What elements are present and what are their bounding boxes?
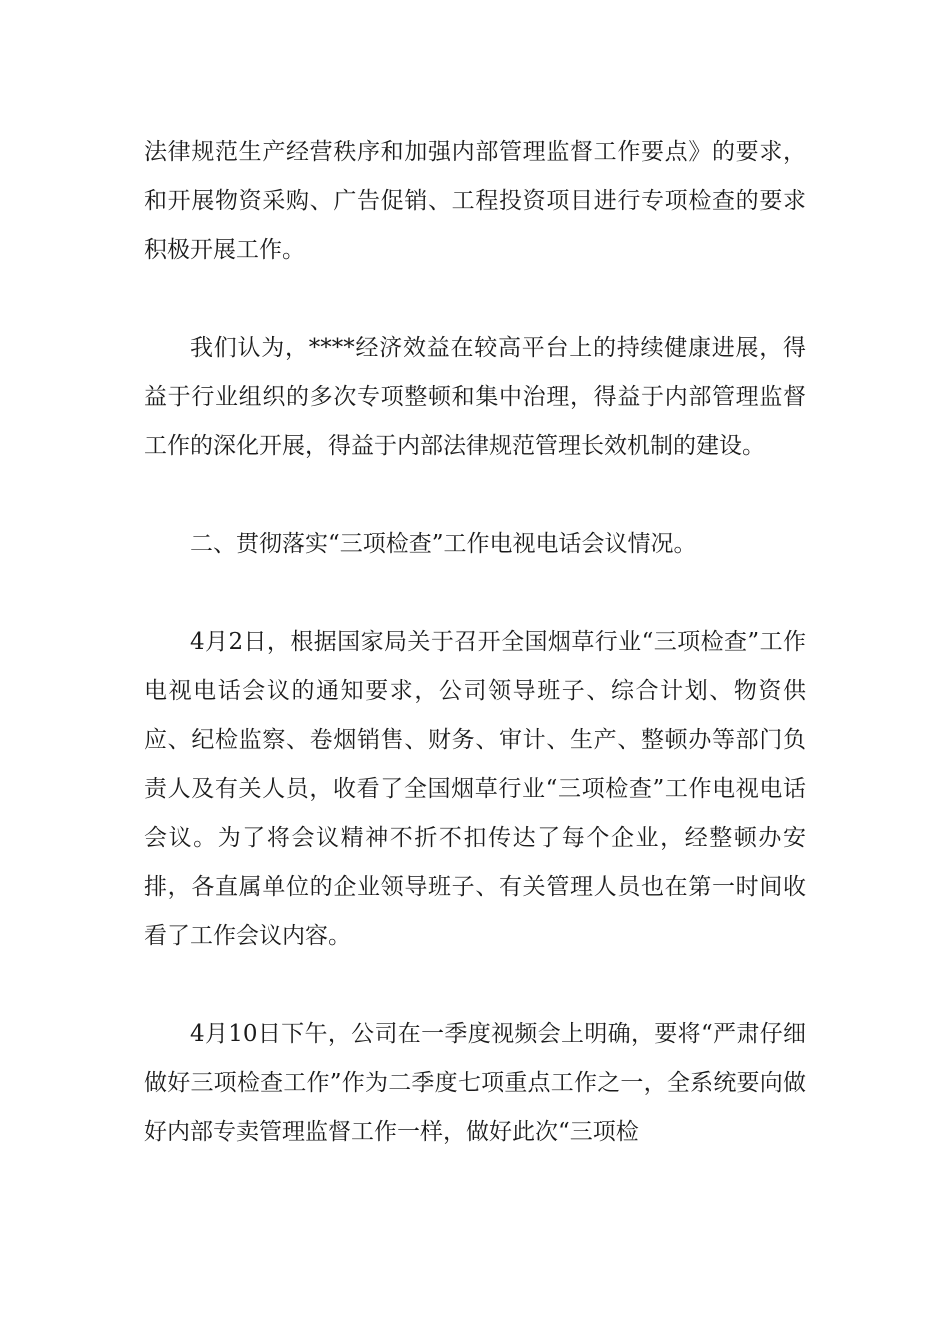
paragraph-spacer — [144, 569, 806, 618]
paragraph-continuation: 法律规范生产经营秩序和加强内部管理监督工作要点》的要求，和开展物资采购、广告促销、工程投资项目进行专项检查的要求积极开展工作。 — [144, 139, 806, 263]
paragraph-spacer — [144, 961, 806, 1010]
section-heading: 二、贯彻落实“三项检查”工作电视电话会议情况。 — [190, 531, 697, 557]
paragraph-april-2: 4月2日，根据国家局关于召开全国烟草行业“三项检查”工作电视电话会议的通知要求，公司领导班子、综合计划、物资供应、纪检监察、卷烟销售、财务、审计、生产、整顿办等部门负责人及有关人员，收看了全国烟草行业“三项检查”工作电视电话会议。为了将会议精神不折不扣传达了每个企业，经整顿办安排，各直属单位的企业领导班子、有关管理人员也在第一时间收看了工作会议内容。 — [144, 629, 806, 949]
paragraph-spacer — [144, 275, 806, 324]
paragraph-april-10: 4月10日下午，公司在一季度视频会上明确，要将“严肃仔细做好三项检查工作”作为二季度七项重点工作之一，全系统要向做好内部专卖管理监督工作一样，做好此次“三项检 — [144, 1021, 806, 1145]
paragraph-spacer — [144, 471, 806, 520]
document-body — [144, 128, 806, 1157]
paragraph-assessment: 我们认为，****经济效益在较高平台上的持续健康进展，得益于行业组织的多次专项整顿和集中治理，得益于内部管理监督工作的深化开展，得益于内部法律规范管理长效机制的建设。 — [144, 335, 806, 459]
